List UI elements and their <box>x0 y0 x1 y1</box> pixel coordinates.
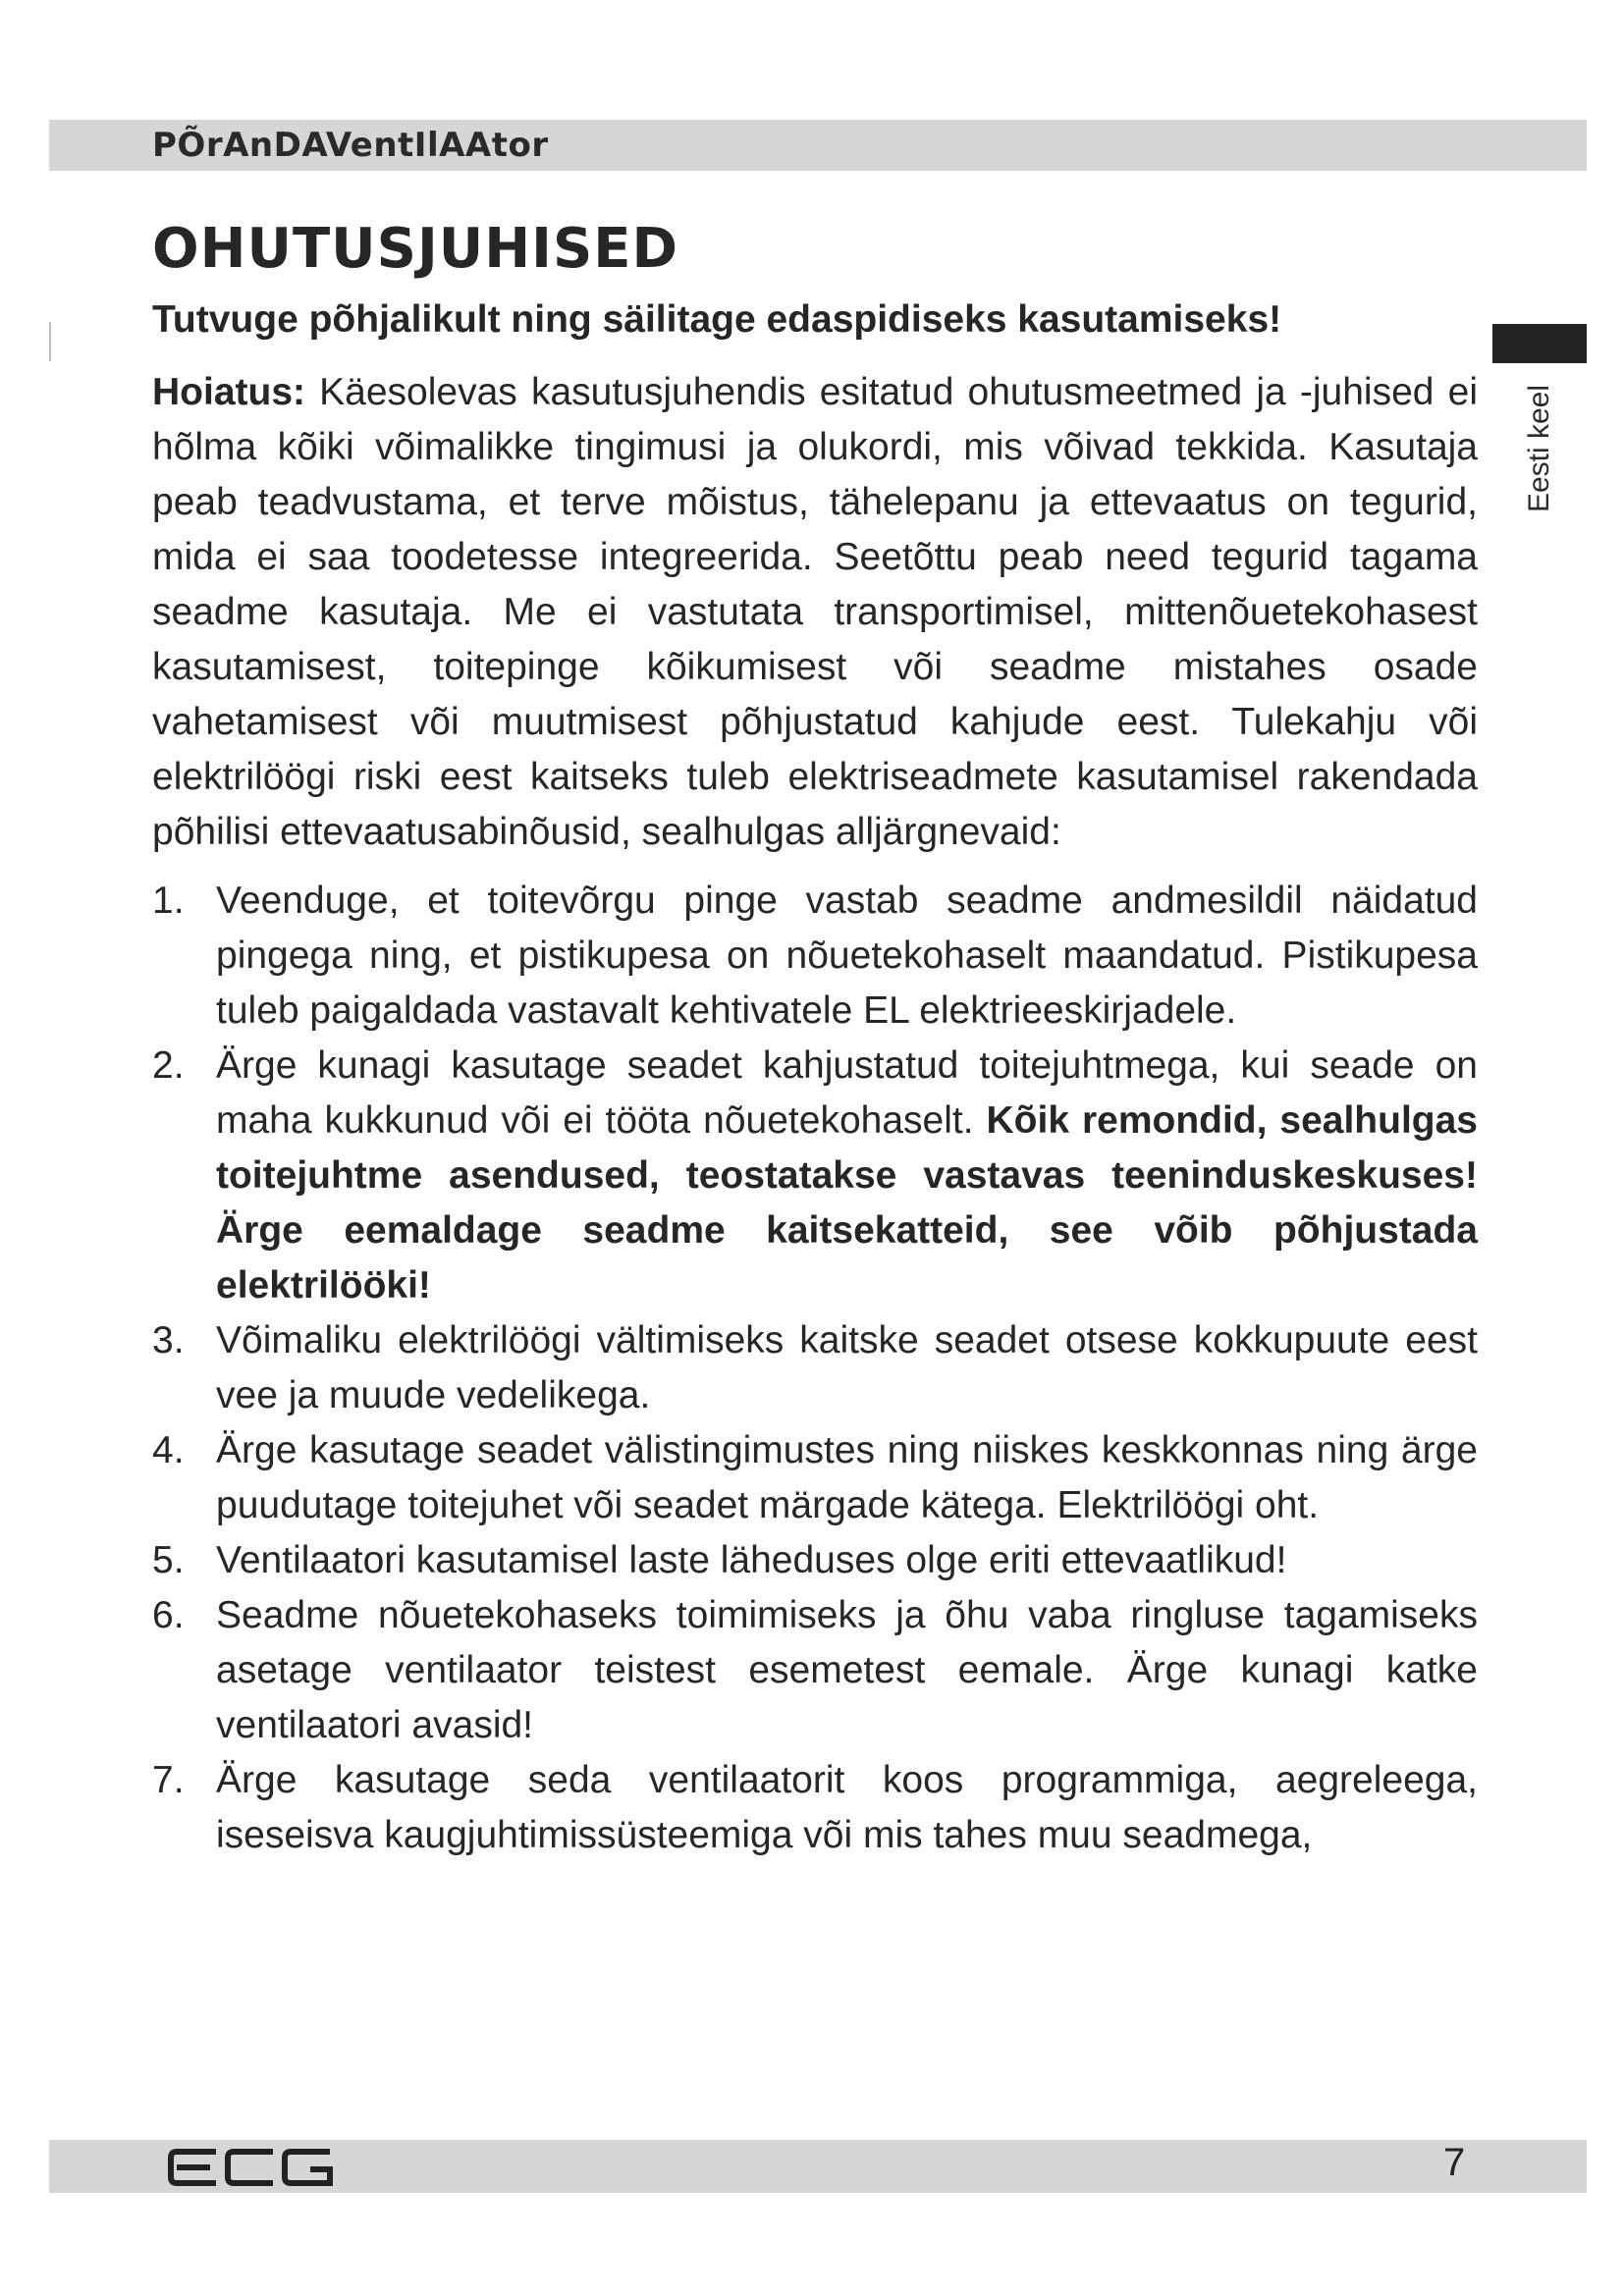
section-title: OHUTUSJUHISED <box>152 217 679 281</box>
list-item-number: 3. <box>152 1319 185 1362</box>
language-tab-marker <box>1492 324 1587 363</box>
section-subtitle: Tutvuge põhjalikult ning säilitage edaspidiseks kasutamiseks! <box>152 298 1282 341</box>
header-title: PÕrAnDAVentIlAAtor <box>152 126 549 165</box>
list-item-number: 2. <box>152 1044 185 1087</box>
ecg-logo <box>167 2146 334 2189</box>
list-item <box>152 1313 1478 1423</box>
list-item-text: Ärge kunagi kasutage seadet kahjustatud toitejuhtmega, kui seade on maha kukkunud või ei tööta nõuetekohaselt. <box>216 1044 1478 1142</box>
list-item-number: 5. <box>152 1539 185 1581</box>
list-item-number: 7. <box>152 1759 185 1801</box>
page-number: 7 <box>1443 2141 1466 2184</box>
list-item <box>152 1588 1478 1753</box>
list-item-text: Veenduge, et toitevõrgu pinge vastab seadme andmesildil näidatud pingega ning, et pistikupesa on nõuetekohaselt maandatud. Pistikupesa tuleb paigaldada vastavalt kehtivatele EL elektrieeskirjadele. <box>216 880 1478 1032</box>
warning-paragraph <box>152 365 1478 860</box>
list-item <box>152 1039 1478 1313</box>
list-item-number: 4. <box>152 1429 185 1471</box>
margin-mark <box>49 322 51 361</box>
list-item-text: Ventilaatori kasutamisel laste läheduses olge eriti ettevaatlikud! <box>216 1539 1287 1581</box>
list-item <box>152 1753 1478 1863</box>
list-item-number: 1. <box>152 880 185 922</box>
language-tab <box>1492 375 1587 522</box>
safety-rules-list <box>152 874 1478 1863</box>
list-item-text: Seadme nõuetekohaseks toimimiseks ja õhu vaba ringluse tagamiseks asetage ventilaator teistest esemetest eemale. Ärge kunagi katke ventilaatori avasid! <box>216 1594 1478 1746</box>
list-item <box>152 1533 1478 1588</box>
list-item-number: 6. <box>152 1594 185 1636</box>
warning-text: Käesolevas kasutusjuhendis esitatud ohutusmeetmed ja -juhised ei hõlma kõiki võimalikke tingimusi ja olukordi, mis võivad tekkida. Kasutaja peab teadvustama, et terve mõistus, tähelepanu ja ettevaatus on tegurid, mida ei saa toodetesse integreerida. Seetõttu peab need tegurid tagama seadme kasutaja. Me ei vastutata transportimisel, mittenõuetekohasest kasutamisest, toitepinge kõikumisest või seadme mistahes osade vahetamisest või muutmisest põhjustatud kahjude eest. Tulekahju või elektrilöögi riski eest kaitseks tuleb elektriseadmete kasutamisel rakendada põhilisi ettevaatusabinõusid, sealhulgas alljärgnevaid: <box>152 371 1478 853</box>
language-tab-label: Eesti keel <box>1523 384 1555 513</box>
warning-label: Hoiatus: <box>152 371 305 413</box>
list-item-text: Võimaliku elektrilöögi vältimiseks kaitske seadet otsese kokkupuute eest vee ja muude vedelikega. <box>216 1319 1478 1416</box>
list-item <box>152 1423 1478 1533</box>
list-item-bold-text: Kõik remondid, sealhulgas toitejuhtme asendused, teostatakse vastavas teeninduskeskuses! Ärge eemaldage seadme kaitsekatteid, see võib põhjustada elektrilööki! <box>216 1099 1478 1307</box>
page-content <box>152 216 1478 1863</box>
list-item-text: Ärge kasutage seadet välistingimustes ning niiskes keskkonnas ning ärge puudutage toitejuhet või seadet märgade kätega. Elektrilöögi oht. <box>216 1429 1478 1526</box>
list-item-text: Ärge kasutage seda ventilaatorit koos programmiga, aegreleega, iseseisva kaugjuhtimissüsteemiga või mis tahes muu seadmega, <box>216 1759 1478 1856</box>
list-item <box>152 874 1478 1039</box>
